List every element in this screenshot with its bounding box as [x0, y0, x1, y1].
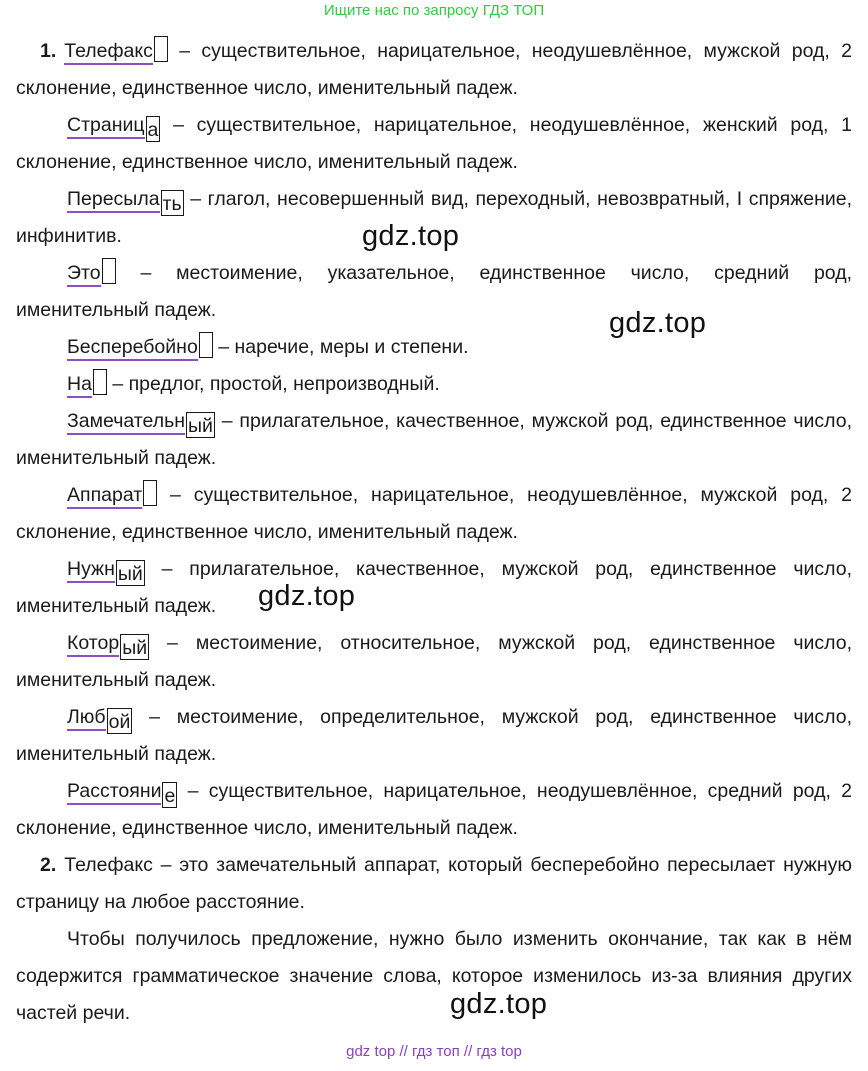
word-ending-box: [154, 36, 168, 62]
section-1-number: 1.: [40, 40, 57, 62]
word-stem: Нужн: [67, 558, 115, 583]
word-stem: Замечательн: [67, 410, 185, 435]
morphology-entry: [16, 107, 852, 181]
word-description: – местоимение, относительное, мужской род, единственное число, именительный падеж.: [16, 632, 852, 691]
section-1: [16, 33, 852, 847]
morphology-entry: [16, 699, 852, 773]
word-stem: Котор: [67, 632, 119, 657]
word-stem: Это: [67, 262, 101, 287]
word-description: – существительное, нарицательное, неодушевлённое, мужской род, 2 склонение, единственное число, именительный падеж.: [16, 40, 852, 99]
word-description: – глагол, несовершенный вид, переходный, невозвратный, I спряжение, инфинитив.: [16, 188, 853, 247]
word-ending-box: ый: [186, 412, 215, 438]
word-description: – местоимение, указательное, единственное число, средний род, именительный падеж.: [16, 262, 853, 321]
word-description: – существительное, нарицательное, неодушевлённое, мужской род, 2 склонение, единственное число, именительный падеж.: [16, 484, 852, 543]
word-stem: Расстояни: [67, 780, 161, 805]
word-stem: Люб: [67, 706, 106, 731]
word-ending-box: ый: [120, 634, 149, 660]
morphology-entry: [16, 551, 852, 625]
morphology-entry: [16, 33, 852, 107]
word-stem: Бесперебойно: [67, 336, 198, 361]
word-description: – существительное, нарицательное, неодушевлённое, женский род, 1 склонение, единственное число, именительный падеж.: [16, 114, 852, 173]
section-2-explanation: Чтобы получилось предложение, нужно было изменить окончание, так как в нём содержится грамматическое значение слова, которое изменилось из-за влияния других частей речи.: [16, 928, 852, 1024]
watermark: gdz.top: [609, 307, 707, 339]
morphology-entry: [16, 366, 852, 403]
word-ending-box: ть: [161, 190, 184, 216]
morphology-entry: [16, 403, 852, 477]
watermark: gdz.top: [362, 220, 460, 252]
word-description: – прилагательное, качественное, мужской род, единственное число, именительный падеж.: [16, 558, 852, 617]
morphology-entry: [16, 477, 852, 551]
word-stem: Пересыла: [67, 188, 160, 213]
section-2-sentence: [16, 847, 852, 921]
word-ending-box: [102, 258, 116, 284]
word-ending-box: [199, 332, 213, 358]
footer: gdz top // гдз топ // гдз top: [346, 1043, 522, 1060]
word-ending-box: е: [162, 782, 177, 808]
morphology-entry: [16, 773, 852, 847]
watermark: gdz.top: [258, 580, 356, 612]
word-stem: Страниц: [67, 114, 145, 139]
word-stem: На: [67, 373, 92, 398]
top-banner: Ищите нас по запросу ГДЗ ТОП: [323, 2, 545, 19]
word-stem: Аппарат: [67, 484, 142, 509]
word-description: – прилагательное, качественное, мужской род, единственное число, именительный падеж.: [16, 410, 853, 469]
word-description: – существительное, нарицательное, неодушевлённое, средний род, 2 склонение, единственное число, именительный падеж.: [16, 780, 852, 839]
word-ending-box: [143, 480, 157, 506]
word-ending-box: [93, 369, 107, 395]
morphology-entry: [16, 625, 852, 699]
watermark: gdz.top: [450, 988, 548, 1020]
morphology-entry: [16, 255, 852, 329]
word-ending-box: ый: [116, 560, 145, 586]
sentence-text: Телефакс – это замечательный аппарат, который бесперебойно пересылает нужную страницу на любое расстояние.: [16, 854, 852, 913]
morphology-entry: [16, 329, 852, 366]
word-description: – местоимение, определительное, мужской род, единственное число, именительный падеж.: [16, 706, 853, 765]
answer-content: [16, 33, 852, 1032]
word-description: – наречие, меры и степени.: [218, 336, 469, 358]
word-ending-box: ой: [107, 708, 133, 734]
section-2-number: 2.: [40, 854, 57, 876]
word-ending-box: а: [146, 116, 161, 142]
word-description: – предлог, простой, непроизводный.: [112, 373, 440, 395]
word-stem: Телефакс: [64, 40, 153, 65]
